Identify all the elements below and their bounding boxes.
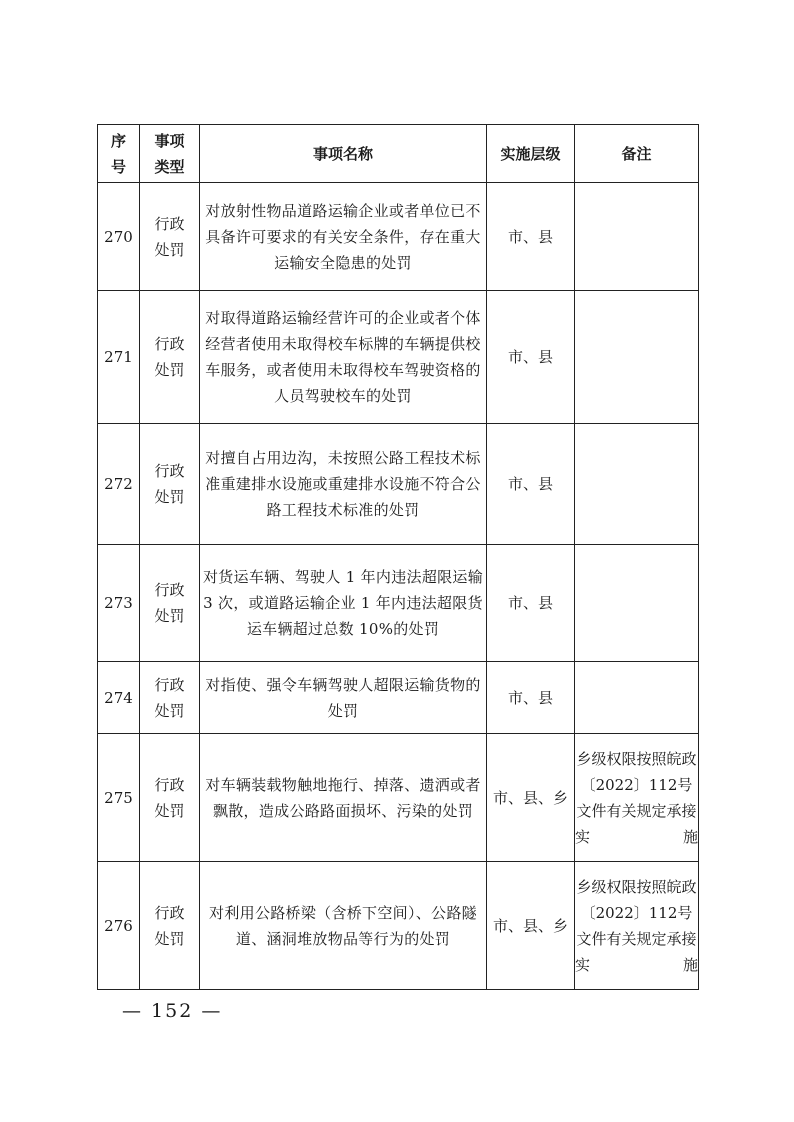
row-level: 市、县、乡 <box>487 734 575 862</box>
row-name: 对取得道路运输经营许可的企业或者个体经营者使用未取得校车标牌的车辆提供校车服务，或者使用未取得校车驾驶资格的人员驾驶校车的处罚 <box>200 291 487 424</box>
row-no: 274 <box>98 662 140 734</box>
row-note: 乡级权限按照皖政〔2022〕112号文件有关规定承接实施 <box>575 734 699 862</box>
header-no: 序号 <box>98 125 140 183</box>
row-level: 市、县 <box>487 545 575 662</box>
row-level: 市、县 <box>487 291 575 424</box>
row-note <box>575 291 699 424</box>
row-note <box>575 662 699 734</box>
row-type: 行政处罚 <box>140 862 200 990</box>
table-row <box>98 183 699 291</box>
table-row <box>98 545 699 662</box>
row-name: 对车辆装载物触地拖行、掉落、遗洒或者飘散，造成公路路面损坏、污染的处罚 <box>200 734 487 862</box>
table-header-row <box>98 125 699 183</box>
row-note <box>575 545 699 662</box>
table-row <box>98 662 699 734</box>
row-type: 行政处罚 <box>140 662 200 734</box>
row-no: 273 <box>98 545 140 662</box>
table-row <box>98 291 699 424</box>
table-row <box>98 734 699 862</box>
row-level: 市、县 <box>487 662 575 734</box>
row-type: 行政处罚 <box>140 291 200 424</box>
row-type: 行政处罚 <box>140 545 200 662</box>
row-type: 行政处罚 <box>140 424 200 545</box>
header-type: 事项类型 <box>140 125 200 183</box>
header-note: 备注 <box>575 125 699 183</box>
row-type: 行政处罚 <box>140 734 200 862</box>
row-level: 市、县、乡 <box>487 862 575 990</box>
row-level: 市、县 <box>487 183 575 291</box>
row-name: 对利用公路桥梁（含桥下空间）、公路隧道、涵洞堆放物品等行为的处罚 <box>200 862 487 990</box>
row-name: 对擅自占用边沟，未按照公路工程技术标准重建排水设施或重建排水设施不符合公路工程技术标准的处罚 <box>200 424 487 545</box>
row-level: 市、县 <box>487 424 575 545</box>
row-no: 272 <box>98 424 140 545</box>
row-no: 275 <box>98 734 140 862</box>
row-no: 276 <box>98 862 140 990</box>
row-name: 对货运车辆、驾驶人 1 年内违法超限运输 3 次，或道路运输企业 1 年内违法超限货运车辆超过总数 10%的处罚 <box>200 545 487 662</box>
row-note <box>575 183 699 291</box>
page-number: — 152 — <box>122 1000 223 1022</box>
row-no: 271 <box>98 291 140 424</box>
row-type: 行政处罚 <box>140 183 200 291</box>
items-table <box>97 124 699 990</box>
header-name: 事项名称 <box>200 125 487 183</box>
row-no: 270 <box>98 183 140 291</box>
row-note <box>575 424 699 545</box>
row-name: 对放射性物品道路运输企业或者单位已不具备许可要求的有关安全条件，存在重大运输安全隐患的处罚 <box>200 183 487 291</box>
header-level: 实施层级 <box>487 125 575 183</box>
row-note: 乡级权限按照皖政〔2022〕112号文件有关规定承接实施 <box>575 862 699 990</box>
row-name: 对指使、强令车辆驾驶人超限运输货物的处罚 <box>200 662 487 734</box>
table-row <box>98 424 699 545</box>
table-row <box>98 862 699 990</box>
